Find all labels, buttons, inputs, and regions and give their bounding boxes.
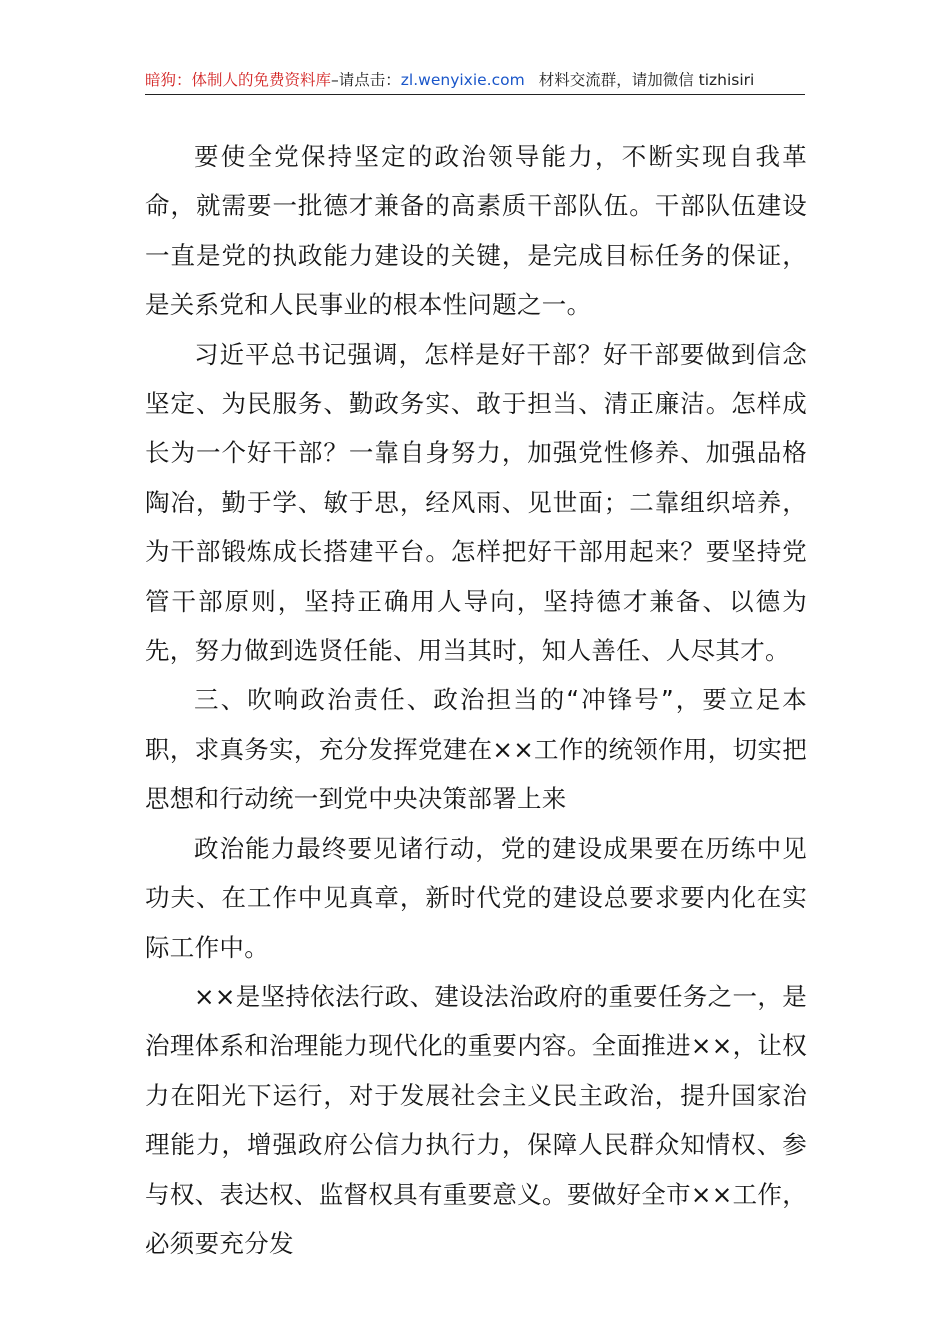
paragraph: ××是坚持依法行政、建设法治政府的重要任务之一，是治理体系和治理能力现代化的重要内容。全面推进××，让权力在阳光下运行，对于发展社会主义民主政治，提升国家治理能力，增强政府公信力执行力，保障人民群众知情权、参与权、表达权、监督权具有重要意义。要做好全市××工作，必须要充分发	[145, 981, 807, 1258]
section-heading: 三、吹响政治责任、政治担当的“冲锋号”，要立足本职，求真务实，充分发挥党建在××工作的统领作用，切实把思想和行动统一到党中央决策部署上来	[145, 685, 807, 814]
header-click-prompt: –请点击：	[331, 71, 401, 89]
page-header	[145, 68, 805, 92]
header-brand: 暗狗：体制人的免费资料库	[145, 71, 332, 89]
paragraph: 要使全党保持坚定的政治领导能力，不断实现自我革命，就需要一批德才兼备的高素质干部队伍。干部队伍建设一直是党的执政能力建设的关键，是完成目标任务的保证，是关系党和人民事业的根本性问题之一。	[145, 142, 807, 320]
paragraph: 习近平总书记强调，怎样是好干部？好干部要做到信念坚定、为民服务、勤政务实、敢于担当、清正廉洁。怎样成长为一个好干部？一靠自身努力，加强党性修养、加强品格陶冶，勤于学、敏于思，经风雨、见世面；二靠组织培养，为干部锻炼成长搭建平台。怎样把好干部用起来？要坚持党管干部原则，坚持正确用人导向，坚持德才兼备、以德为先，努力做到选贤任能、用当其时，知人善任、人尽其才。	[145, 339, 807, 666]
document-body	[145, 132, 807, 1268]
paragraph: 政治能力最终要见诸行动，党的建设成果要在历练中见功夫、在工作中见真章，新时代党的建设总要求要内化在实际工作中。	[145, 833, 807, 962]
header-divider	[145, 94, 805, 95]
header-url-link[interactable]: zl.wenyixie.com	[400, 71, 525, 89]
header-wechat-note: 材料交流群，请加微信 tizhisiri	[538, 71, 755, 89]
